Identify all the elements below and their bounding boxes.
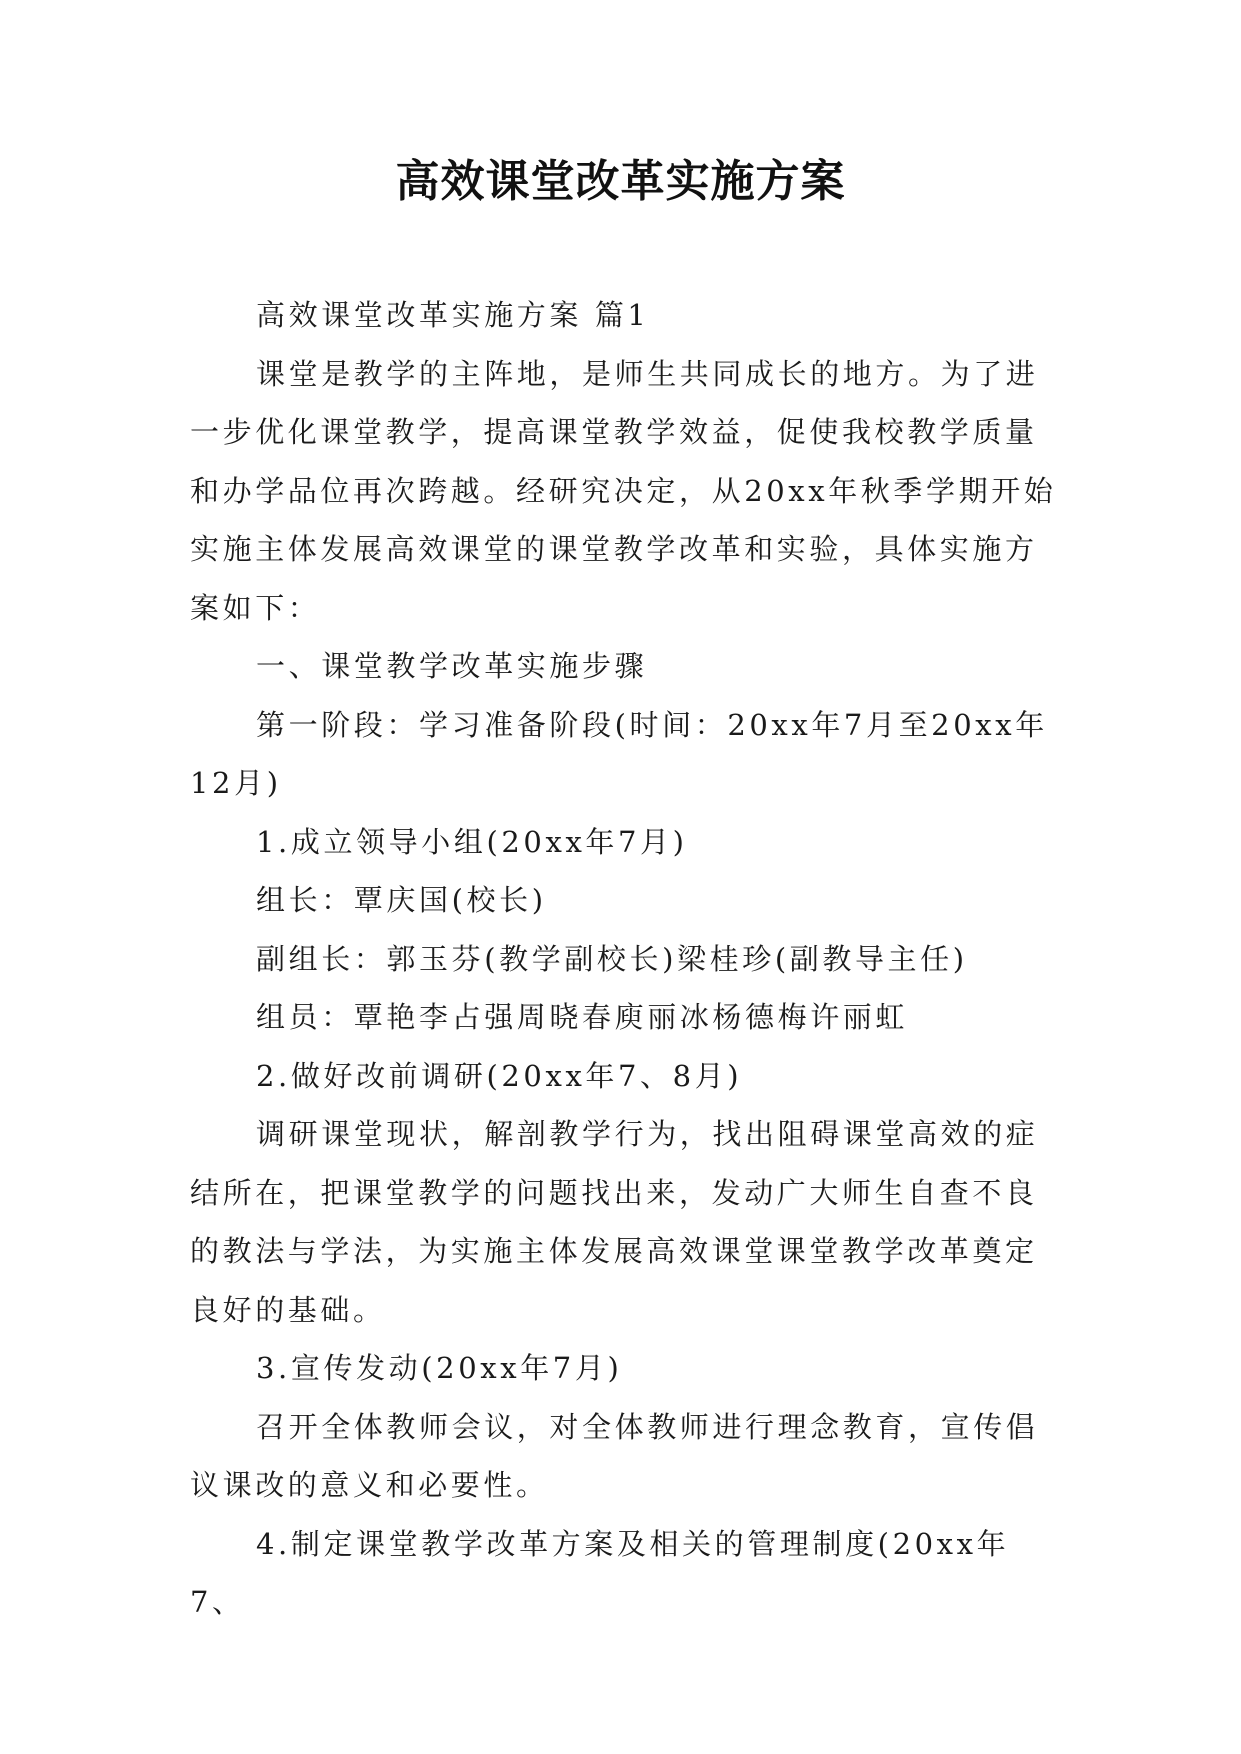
intro-paragraph: 课堂是教学的主阵地，是师生共同成长的地方。为了进一步优化课堂教学，提高课堂教学效益，促使我校教学质量和办学品位再次跨越。经研究决定，从20xx年秋季学期开始实施主体发展高效课堂的课堂教学改革和实验，具体实施方案如下：	[190, 356, 1057, 625]
document-body	[190, 286, 1060, 1632]
deputy-leader-line: 副组长：郭玉芬(教学副校长)梁桂珍(副教导主任)	[256, 941, 968, 976]
research-paragraph: 调研课堂现状，解剖教学行为，找出阻碍课堂高效的症结所在，把课堂教学的问题找出来，发动广大师生自查不良的教法与学法，为实施主体发展高效课堂课堂教学改革奠定良好的基础。	[190, 1117, 1039, 1327]
document-title: 高效课堂改革实施方案	[395, 156, 846, 207]
step-heading: 2.做好改前调研(20xx年7、8月)	[256, 1058, 743, 1093]
members-line: 组员：覃艳李占强周晓春庾丽冰杨德梅许丽虹	[256, 1000, 909, 1034]
step-heading: 3.宣传发动(20xx年7月)	[256, 1351, 623, 1385]
stage-heading: 第一阶段：学习准备阶段(时间：20xx年7月至20xx年12月)	[190, 707, 1048, 800]
step-heading: 1.成立领导小组(20xx年7月)	[256, 824, 688, 859]
section-heading: 高效课堂改革实施方案 篇1	[256, 298, 650, 332]
step-heading: 4.制定课堂教学改革方案及相关的管理制度(20xx年7、	[190, 1526, 1010, 1619]
meeting-paragraph: 召开全体教师会议，对全体教师进行理念教育，宣传倡议课改的意义和必要性。	[190, 1409, 1039, 1502]
leader-line: 组长：覃庆国(校长)	[256, 883, 547, 917]
part-heading: 一、课堂教学改革实施步骤	[256, 649, 648, 683]
